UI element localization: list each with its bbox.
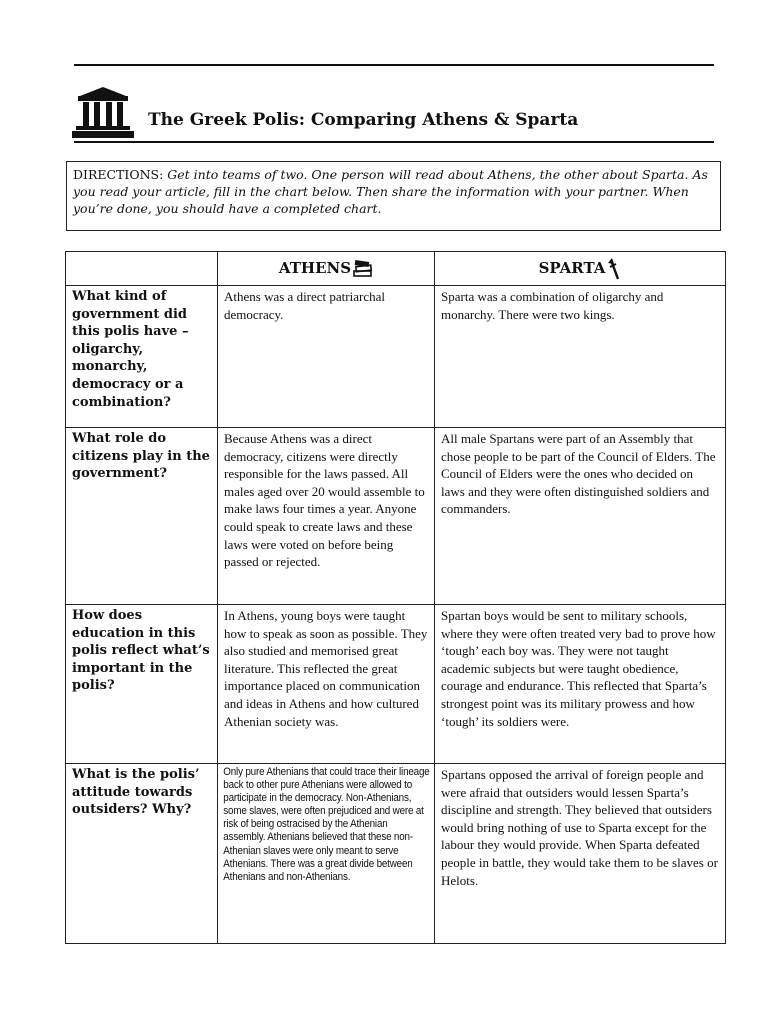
directions-box (66, 161, 721, 231)
greek-temple-icon (72, 86, 134, 138)
sparta-outsiders: Spartans opposed the arrival of foreign people and were afraid that outsiders would lessen Sparta’s discipline and strength. They believed that outsiders would bring nothing of use to Sparta except for the labour they would provide. When Sparta defeated people in battle, they would take them to be slaves or Helots. (435, 764, 726, 944)
table-row (66, 428, 726, 605)
question-citizens: What role do citizens play in the government? (66, 428, 218, 605)
directions-label: DIRECTIONS: (73, 167, 164, 182)
sparta-government: Sparta was a combination of oligarchy and monarchy. There were two kings. (435, 286, 726, 428)
athens-government: Athens was a direct patriarchal democracy. (218, 286, 435, 428)
spear-icon (607, 258, 621, 280)
header-row (66, 252, 726, 286)
question-outsiders: What is the polis’ attitude towards outsiders? Why? (66, 764, 218, 944)
athens-header (218, 252, 435, 286)
athens-label: ATHENS (278, 258, 352, 277)
comparison-chart (65, 251, 726, 944)
sparta-label: SPARTA (538, 258, 606, 277)
table-row (66, 764, 726, 944)
athens-education: In Athens, young boys were taught how to speak as soon as possible. They also studied and memorised great literature. This reflected the great importance placed on communication and ideas in Athens and how cultured Athenian society was. (218, 605, 435, 764)
books-icon (353, 260, 373, 278)
athens-outsiders: Only pure Athenians that could trace their lineage back to other pure Athenians were allowed to participate in the democracy. Non-Athenians, some slaves, were often prejudiced and were at risk of being ostracised by the Athenian assembly. Athenians believed that these non-Athenian slaves were only meant to serve Athenians. There was a great divide between Athenians and non-Athenians. (223, 766, 430, 883)
sparta-header (435, 252, 726, 286)
question-education: How does education in this polis reflect what’s important in the polis? (66, 605, 218, 764)
title-rule (74, 141, 714, 143)
sparta-education: Spartan boys would be sent to military schools, where they were often treated very bad to prove how ‘tough’ each boy was. They were not taught academic subjects but were taught obedience, courage and endurance. This reflected that Sparta’s strongest point was its military prowess and how ‘tough’ its soldiers were. (435, 605, 726, 764)
sparta-citizens: All male Spartans were part of an Assembly that chose people to be part of the Council of Elders. The Council of Elders were the ones who decided on laws and they were often distinguished soldiers and commanders. (435, 428, 726, 605)
question-government: What kind of government did this polis have – oligarchy, monarchy, democracy or a combination? (66, 286, 218, 428)
table-row (66, 605, 726, 764)
table-row (66, 286, 726, 428)
blank-header-cell (66, 252, 218, 286)
top-rule (74, 64, 714, 66)
athens-citizens: Because Athens was a direct democracy, citizens were directly responsible for the laws passed. All males aged over 20 would assemble to make laws four times a year. Anyone could speak to create laws and these laws were voted on before being passed or rejected. (218, 428, 435, 605)
athens-outsiders-cell (218, 764, 435, 944)
page-title: The Greek Polis: Comparing Athens & Sparta (148, 110, 579, 130)
directions-text: Get into teams of two. One person will read about Athens, the other about Sparta. As you read your article, fill in the chart below. Then share the information with your partner. When you’re done, you should have a completed chart. (73, 167, 708, 216)
